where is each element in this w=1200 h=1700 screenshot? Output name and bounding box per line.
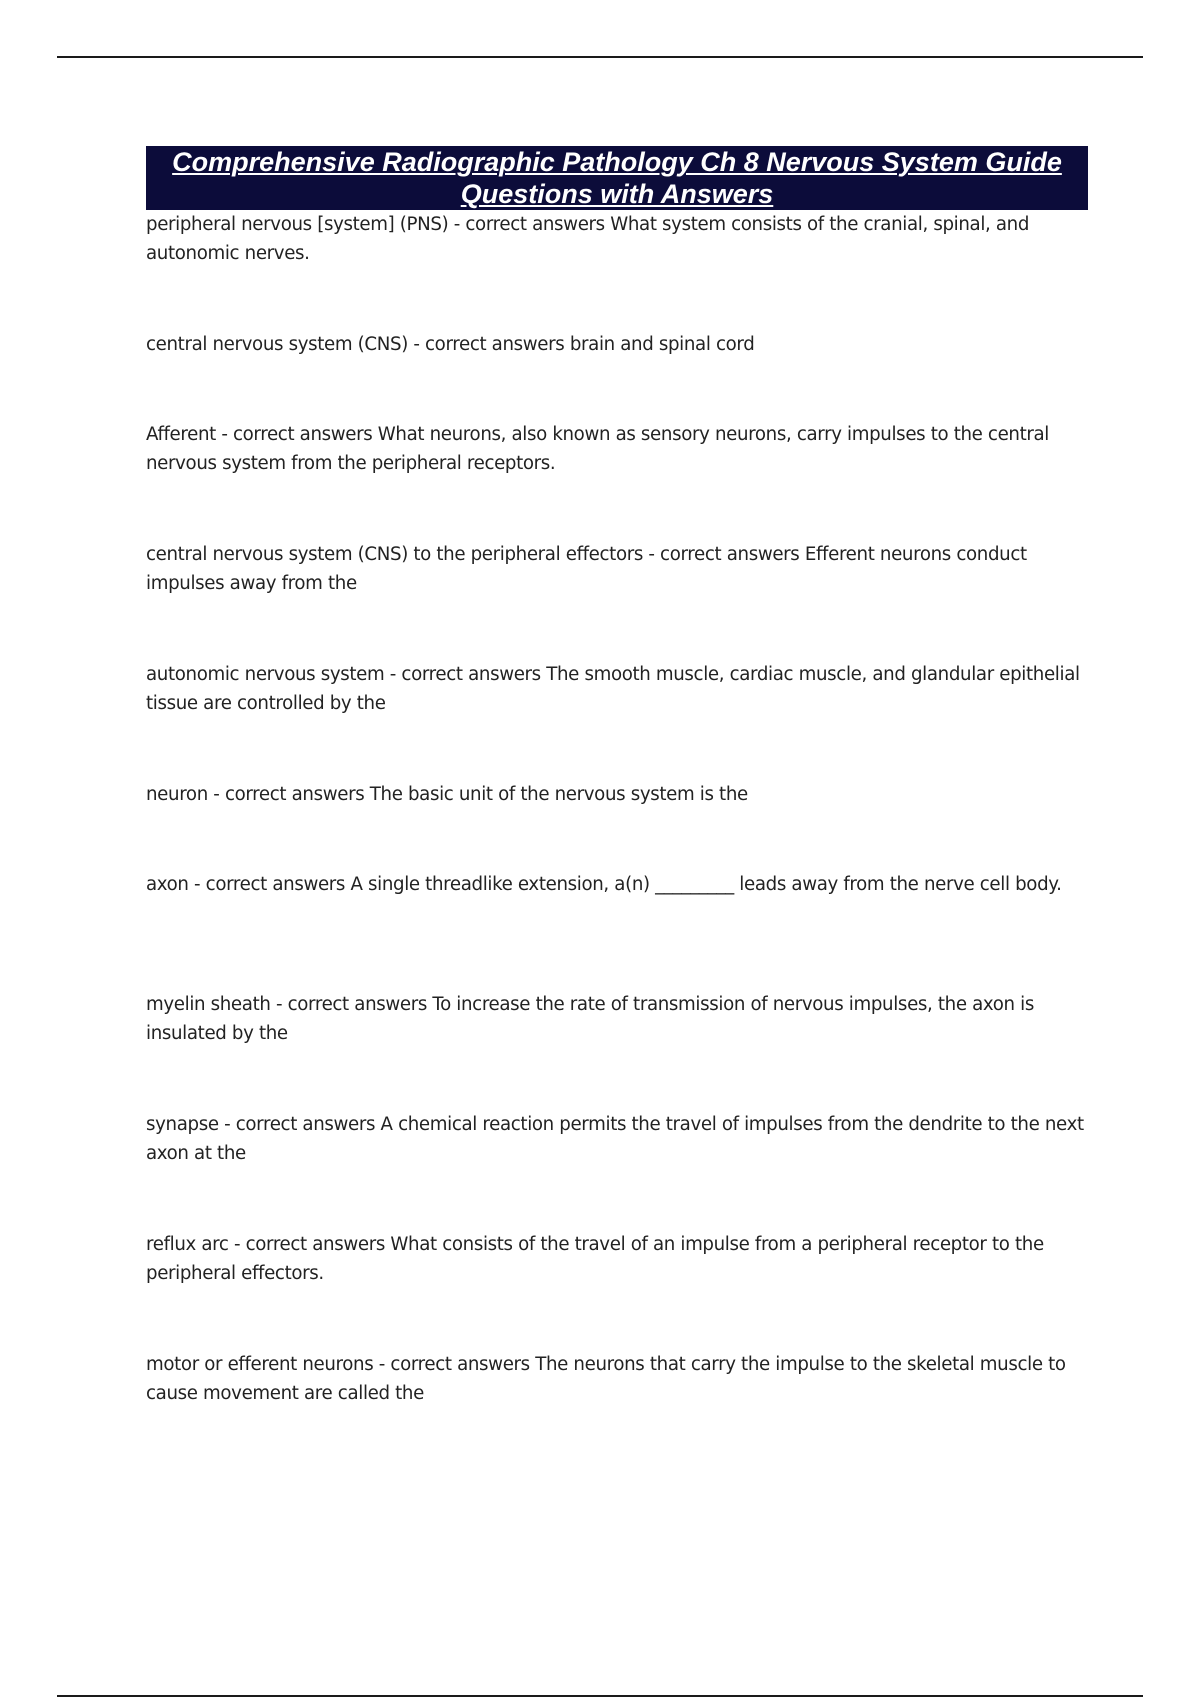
qa-item: Afferent - correct answers What neurons, also known as sensory neurons, carry impulses to the central nervous system from the peripheral receptors. bbox=[146, 424, 1050, 474]
qa-item: motor or efferent neurons - correct answers The neurons that carry the impulse to the skeletal muscle to cause movement are called the bbox=[146, 1354, 1066, 1404]
bottom-rule bbox=[57, 1695, 1143, 1697]
qa-item: axon - correct answers A single threadlike extension, a(n) _________ leads away from the nerve cell body. bbox=[146, 874, 1062, 895]
top-rule bbox=[57, 56, 1143, 58]
qa-item: myelin sheath - correct answers To increase the rate of transmission of nervous impulses, the axon is insulated by the bbox=[146, 994, 1034, 1044]
qa-item: neuron - correct answers The basic unit of the nervous system is the bbox=[146, 784, 748, 805]
document-title bbox=[146, 146, 1088, 210]
qa-item: autonomic nervous system - correct answers The smooth muscle, cardiac muscle, and glandular epithelial tissue are controlled by the bbox=[146, 664, 1080, 714]
title-line-2: Questions with Answers bbox=[460, 179, 774, 209]
qa-item: peripheral nervous [system] (PNS) - correct answers What system consists of the cranial, spinal, and autonomic nerves. bbox=[146, 214, 1030, 264]
title-line-1: Comprehensive Radiographic Pathology Ch 8 Nervous System Guide bbox=[172, 147, 1062, 177]
qa-item: central nervous system (CNS) - correct answers brain and spinal cord bbox=[146, 334, 755, 355]
qa-item: synapse - correct answers A chemical reaction permits the travel of impulses from the dendrite to the next axon at the bbox=[146, 1114, 1084, 1164]
qa-item: reflux arc - correct answers What consists of the travel of an impulse from a peripheral receptor to the peripheral effectors. bbox=[146, 1234, 1044, 1284]
qa-item: central nervous system (CNS) to the peripheral effectors - correct answers Efferent neurons conduct impulses away from the bbox=[146, 544, 1027, 594]
